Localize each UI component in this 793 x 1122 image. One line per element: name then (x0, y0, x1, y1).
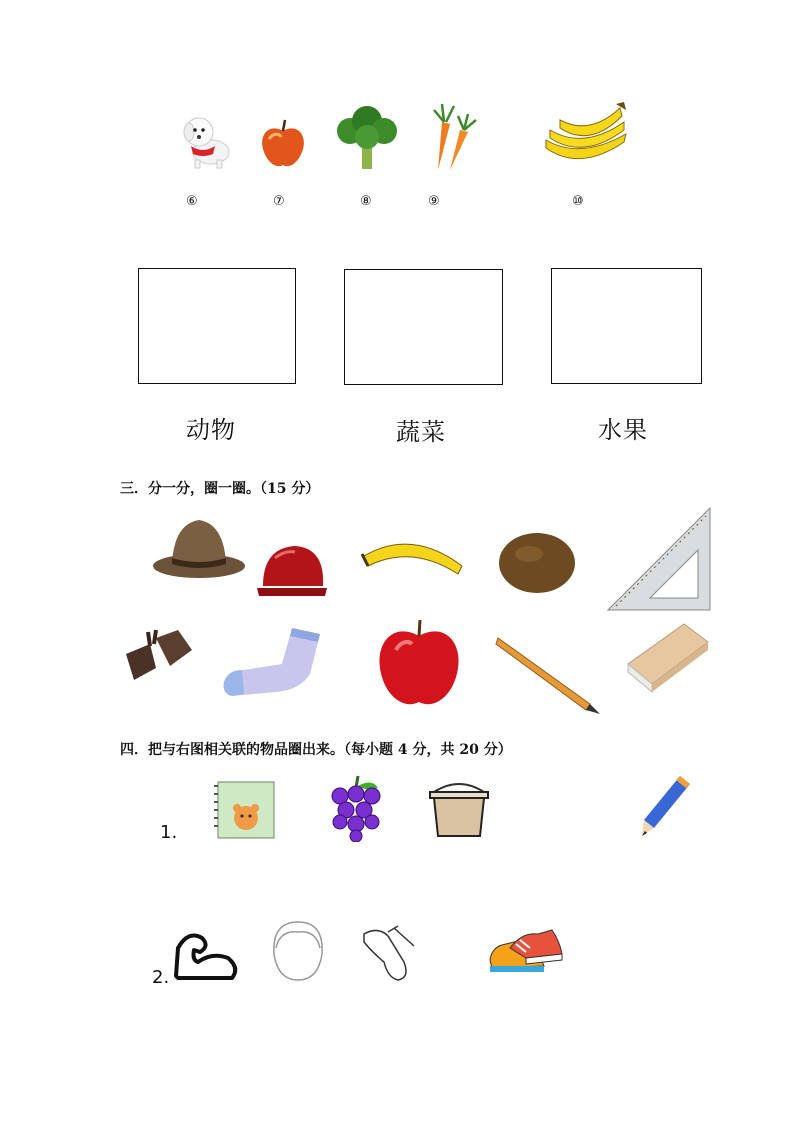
apple-icon (255, 115, 311, 171)
banana-bunch-icon (540, 100, 632, 172)
sock-image[interactable] (220, 624, 324, 700)
answer-box-vegetables[interactable] (344, 269, 503, 385)
puppy-icon (175, 108, 237, 170)
question-1-label: 1. (160, 822, 178, 843)
arm-image[interactable] (170, 928, 242, 984)
item-number-9: ⑨ (428, 194, 440, 209)
grapes-image[interactable] (328, 774, 384, 842)
bucket-image[interactable] (428, 780, 490, 838)
item-number-7: ⑦ (273, 194, 285, 209)
category-label-animals: 动物 (186, 416, 236, 444)
pencil-image[interactable] (494, 632, 604, 716)
gloves-image[interactable] (120, 626, 198, 688)
answer-box-fruits[interactable] (551, 268, 702, 384)
helmet-image[interactable] (255, 538, 329, 606)
set-square-image[interactable] (606, 506, 714, 612)
notebook-image[interactable] (212, 778, 278, 842)
item-number-10: ⑩ (572, 194, 584, 209)
item-number-8: ⑧ (360, 194, 372, 209)
carrot-icon (428, 100, 484, 172)
sneakers-image (486, 922, 566, 982)
broccoli-icon (332, 105, 402, 173)
eraser-image[interactable] (622, 620, 712, 694)
category-label-vegetables: 蔬菜 (396, 418, 446, 446)
item-number-6: ⑥ (186, 194, 198, 209)
kiwi-image[interactable] (496, 530, 578, 596)
red-apple-image[interactable] (374, 614, 464, 710)
face-image[interactable] (266, 918, 330, 984)
question-2-label: 2. (152, 967, 170, 988)
section-3-heading: 三．分一分，圈一圈。（15 分） (120, 481, 320, 497)
category-label-fruits: 水果 (598, 416, 648, 444)
banana-image[interactable] (360, 532, 466, 580)
foot-image[interactable] (358, 922, 422, 984)
section-4-heading: 四．把与右图相关联的物品圈出来。（每小题 4 分，共 20 分） (120, 742, 512, 758)
answer-box-animals[interactable] (138, 268, 296, 384)
cowboy-hat-image[interactable] (150, 512, 248, 584)
pencil-reference-image (640, 774, 692, 838)
